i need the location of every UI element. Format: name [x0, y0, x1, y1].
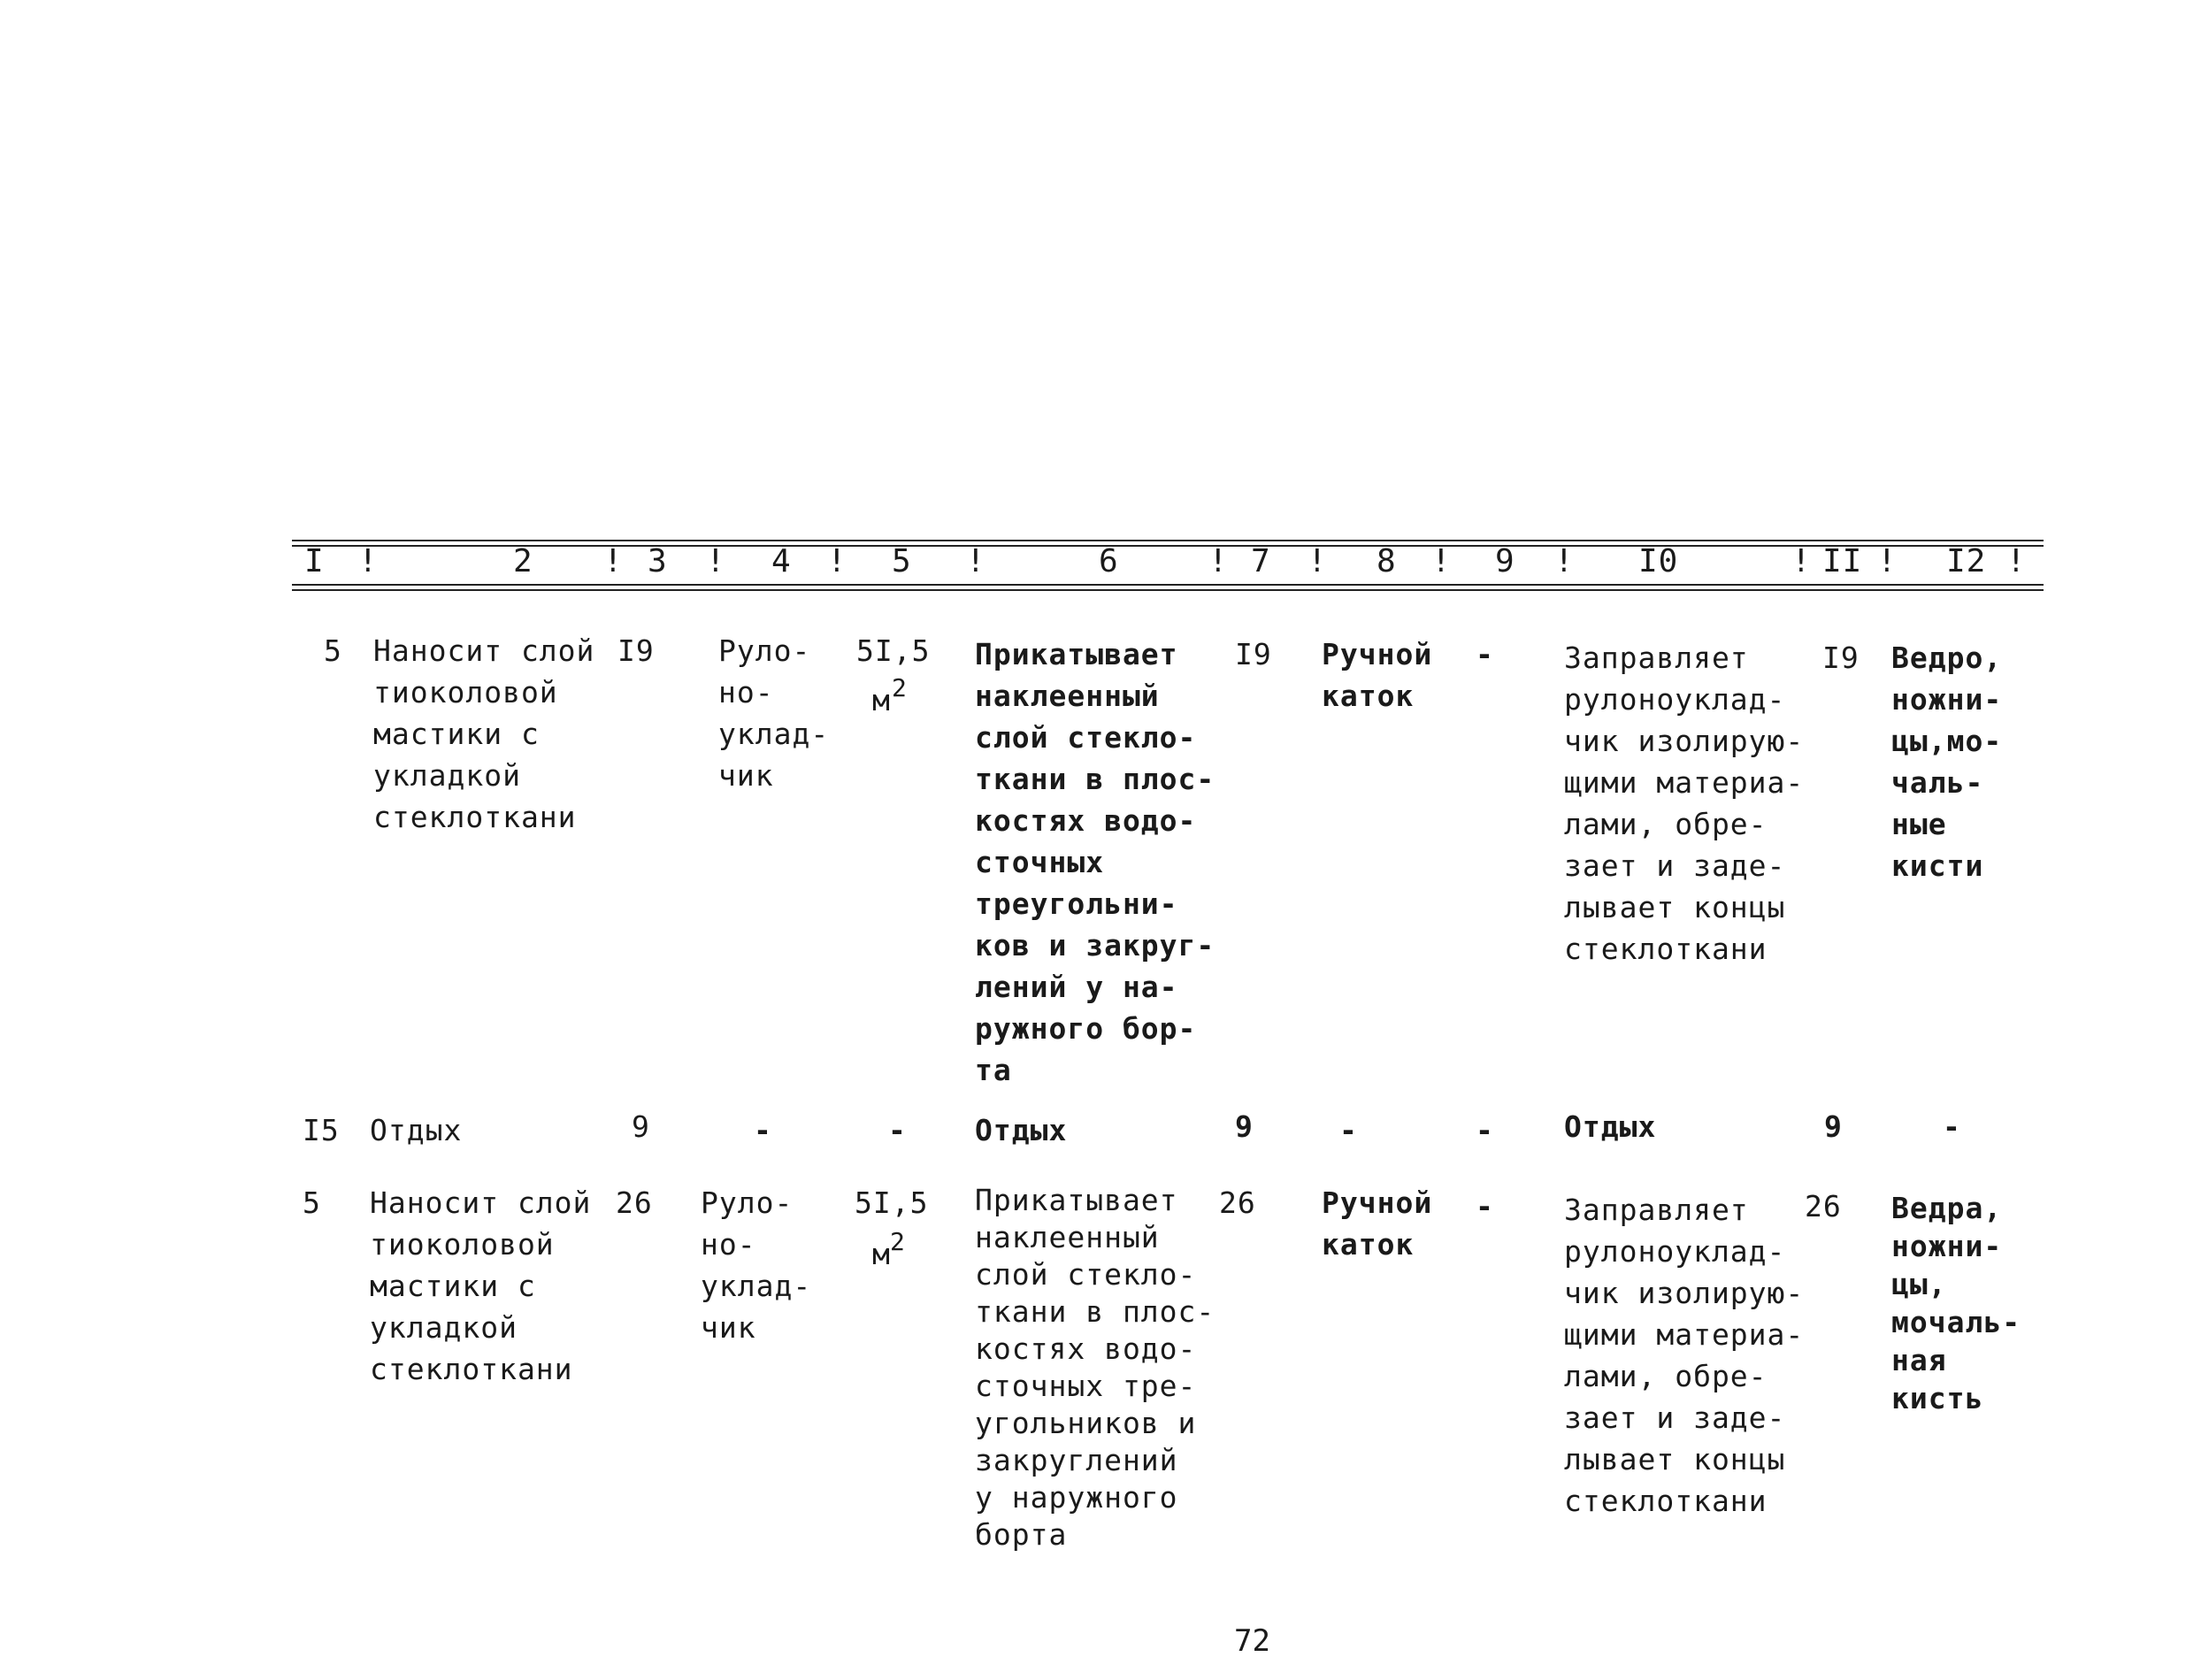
duration-value: I9	[1822, 641, 1860, 675]
row-number: 5	[324, 633, 342, 668]
duration-value: 26	[1219, 1185, 1256, 1220]
header-top-rule-2	[292, 545, 2044, 547]
header-top-rule	[292, 540, 2044, 541]
operation-text: Наносит слой тиоколовой мастики с укладкой стеклоткани	[370, 1185, 592, 1386]
operation-text: Прикатывает наклеенный слой стекло- ткани в плос- костях водо- сточных тре- угольников и закруглений у наружного борта	[975, 1183, 1216, 1552]
tool-text: Ручной каток	[1322, 637, 1433, 713]
header-separator: !	[1431, 543, 1452, 579]
header-separator: !	[603, 543, 624, 579]
duration-value: 26	[1805, 1189, 1842, 1224]
operation-text: Прикатывает наклеенный слой стекло- ткани в плос- костях водо- сточных треугольни- ков и закруг- лений у на- ружного бор- та	[975, 637, 1216, 1087]
operation-text: Отдых	[975, 1113, 1068, 1147]
worker-text: Руло- но- уклад- чик	[701, 1185, 812, 1345]
header-cell-2: 2	[513, 543, 533, 579]
duration-value: I9	[1235, 637, 1272, 671]
dash-cell: -	[1339, 1113, 1358, 1147]
worker-text: Руло- но- уклад- чик	[718, 633, 830, 793]
dash-cell: -	[1943, 1109, 1961, 1144]
row-number: 5	[303, 1185, 321, 1220]
header-bottom-rule-2	[292, 589, 2044, 591]
header-separator: !	[1308, 543, 1328, 579]
header-cell-11: II	[1822, 543, 1863, 579]
header-separator: !	[2006, 543, 2027, 579]
header-cell-5: 5	[892, 543, 912, 579]
header-cell-7: 7	[1251, 543, 1271, 579]
volume-value: 5I,5	[856, 633, 931, 668]
dash-cell: -	[754, 1113, 772, 1147]
header-separator: !	[1554, 543, 1575, 579]
header-separator: !	[1791, 543, 1812, 579]
header-separator: !	[1877, 543, 1898, 579]
page-number: 72	[1234, 1623, 1270, 1659]
header-cell-8: 8	[1377, 543, 1397, 579]
dash-cell: -	[1476, 1113, 1494, 1147]
volume-unit: м	[872, 1237, 891, 1271]
header-separator: !	[966, 543, 986, 579]
volume-unit-exponent: 2	[892, 673, 907, 702]
duration-value: 26	[616, 1185, 653, 1220]
dash-cell: -	[1476, 637, 1494, 671]
header-cell-9: 9	[1495, 543, 1515, 579]
operation-text: Наносит слой тиоколовой мастики с укладкой стеклоткани	[373, 633, 595, 834]
duration-value: I9	[617, 633, 655, 668]
dash-cell: -	[888, 1113, 907, 1147]
volume-unit-exponent: 2	[890, 1227, 905, 1256]
header-cell-3: 3	[648, 543, 668, 579]
header-cell-4: 4	[771, 543, 792, 579]
header-cell-6: 6	[1099, 543, 1119, 579]
row-number: I5	[303, 1113, 340, 1147]
header-cell-12: I2	[1946, 543, 1987, 579]
duration-value: 9	[1235, 1109, 1254, 1144]
tool-text: Ручной каток	[1322, 1185, 1433, 1262]
header-cell-1: I	[304, 543, 325, 579]
operation-text: Заправляет рулоноуклад- чик изолирую- щими материа- лами, обре- зает и заде- лывает концы стеклоткани	[1564, 1193, 1805, 1518]
header-separator: !	[358, 543, 379, 579]
dash-cell: -	[1476, 1189, 1494, 1224]
duration-value: 9	[632, 1109, 650, 1144]
header-separator: !	[706, 543, 726, 579]
header-bottom-rule	[292, 584, 2044, 586]
volume-unit: м	[872, 683, 891, 717]
header-separator: !	[827, 543, 847, 579]
header-separator: !	[1208, 543, 1229, 579]
operation-text: Отдых	[370, 1113, 463, 1147]
duration-value: 9	[1824, 1109, 1843, 1144]
operation-text: Отдых	[1564, 1109, 1657, 1144]
volume-value: 5I,5	[855, 1185, 929, 1220]
header-cell-10: I0	[1638, 543, 1679, 579]
operation-text: Заправляет рулоноуклад- чик изолирую- щими материа- лами, обре- зает и заде- лывает концы стеклоткани	[1564, 641, 1805, 966]
equipment-text: Ведра, ножни- цы, мочаль- ная кисть	[1891, 1191, 2021, 1415]
equipment-text: Ведро, ножни- цы,мо- чаль- ные кисти	[1891, 641, 2003, 883]
